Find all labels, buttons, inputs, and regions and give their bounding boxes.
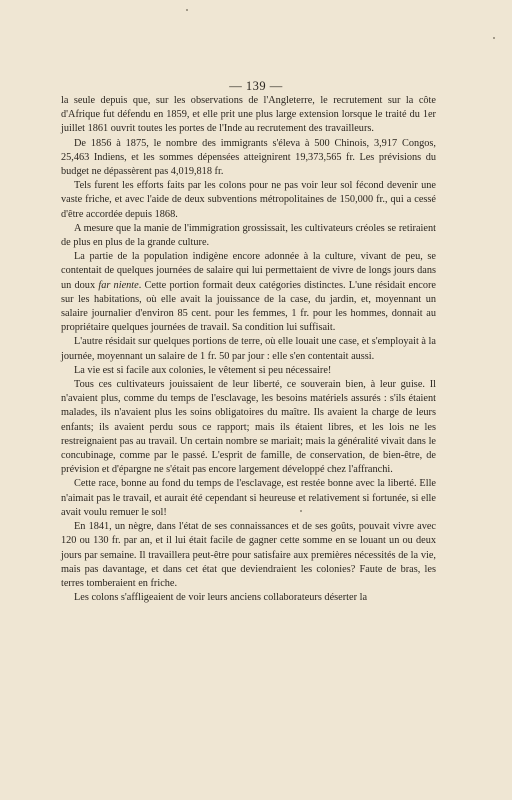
paragraph-2: De 1856 à 1875, le nombre des immigrants s'éleva à 500 Chinois, 3,917 Congos, 25,463 Indiens, et les sommes dépensées atteignirent 19,373,565 fr. Les prévisions du budget ne dépassèrent pas 4,019,818 fr. [61, 137, 436, 178]
paper-speck [300, 510, 302, 512]
body-text [61, 94, 436, 605]
paragraph-3: Tels furent les efforts faits par les colons pour ne pas voir leur sol fécond devenir une vaste friche, et avec l'aide de deux subventions métropolitaines de 150,000 fr., qui a cessé d'être accordée depuis 1868. [61, 180, 436, 220]
page-number: — 139 — [229, 79, 283, 93]
paragraph-4: A mesure que la manie de l'immigration grossissait, les cultivateurs créoles se retiraient de plus en plus de la grande culture. [61, 222, 436, 249]
paragraph-9: Cette race, bonne au fond du temps de l'esclavage, est restée bonne avec la liberté. Elle n'aimait pas le travail, et aurait été cependant si heureuse et relativement si fortunée, si elle avait voulu remuer le sol! [61, 478, 436, 518]
paragraph-6: L'autre résidait sur quelques portions de terre, où elle louait une case, et s'employait à la journée, moyennant un salaire de 1 fr. 50 par jour : elle s'en contentait aussi. [61, 336, 436, 362]
paper-speck [186, 9, 188, 11]
paragraph-1: la seule depuis que, sur les observations de l'Angleterre, le recrutement sur la côte d'Afrique fut défendu en 1859, et elle prit une plus large extension lorsque le traité du 1er juillet 1861 ouvrit toutes les portes de l'Inde au recrutement des travailleurs. [61, 95, 436, 135]
paper-speck [493, 37, 495, 39]
paragraph-5-text-end: . Cette portion formait deux catégories distinctes. L'une résidait encore sur les habitations, où elle avait la jouissance de la case, du jardin, et, moyennant un salaire journalier d'environ 85 cent. pour les femmes, 1 fr. pour les hommes, donnait au propriétaire quelques journées de travail. Sa condition lui suffisait. [61, 279, 436, 334]
paragraph-8: Tous ces cultivateurs jouissaient de leur liberté, ce souverain bien, à leur guise. Il n'avaient plus, comme du temps de l'esclavage, les besoins matériels assurés : s'ils étaient malades, ils n'avaient plus les soins obligatoires du maître. Ils avaient la charge de leurs enfants; ils avaient perdu sous ce rapport; mais ils étaient libres, et les lois ne les restreignaient pas au travail. Un certain nombre se mariait; mais la généralité vivait dans le concubinage, comme par le passé. L'esprit de famille, de conservation, de bien-être, de prévision et d'épargne ne s'était pas encore largement développé chez l'affranchi. [61, 379, 436, 476]
paragraph-5-text-start: La partie de la population indigène encore adonnée à la culture, vivant de peu, se contentait de quelques journées de salaire qui lui permettaient de vivre de longs jours dans un doux [61, 251, 436, 291]
paragraph-11: Les colons s'affligeaient de voir leurs anciens collaborateurs déserter la [74, 592, 368, 604]
paragraph-5-italic-phrase: far niente [98, 279, 139, 291]
paragraph-10: En 1841, un nègre, dans l'état de ses connaissances et de ses goûts, pouvait vivre avec 120 ou 130 fr. par an, et il lui était facile de gagner cette somme en se louant un ou deux jours par semaine. Il travaillera peut-être pour satisfaire aux premières nécessités de la vie, mais pas davantage, et dans cet état que deviendraient les colonies? Faute de bras, les terres tomberaient en friche. [61, 521, 436, 589]
paragraph-5 [61, 250, 436, 335]
paragraph-7: La vie est si facile aux colonies, le vêtement si peu nécessaire! [74, 364, 332, 376]
